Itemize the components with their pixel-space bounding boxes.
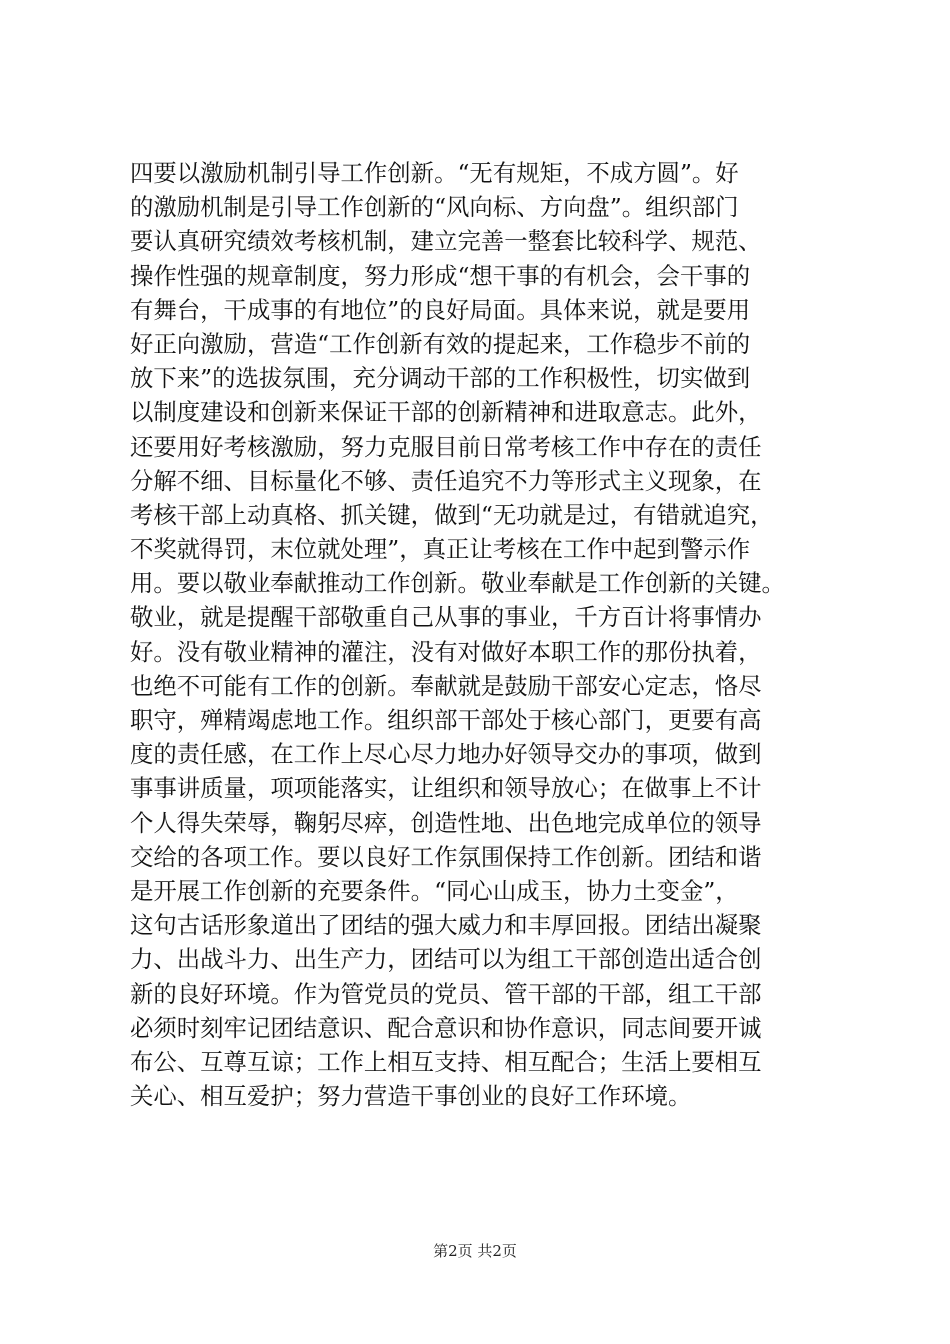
text-line: 好。没有敬业精神的灌注，没有对做好本职工作的那份执着， — [130, 637, 762, 666]
text-line: 不奖就得罚，末位就处理”，真正让考核在工作中起到警示作 — [130, 535, 751, 564]
text-line: 布公、互尊互谅；工作上相互支持、相互配合；生活上要相互 — [130, 1047, 762, 1076]
text-line: 新的良好环境。作为管党员的党员、管干部的干部，组工干部 — [130, 979, 762, 1008]
text-line: 敬业，就是提醒干部敬重自己从事的事业，千方百计将事情办 — [130, 603, 762, 632]
text-line: 必须时刻牢记团结意识、配合意识和协作意识，同志间要开诚 — [130, 1013, 762, 1042]
text-line: 关心、相互爱护；努力营造干事创业的良好工作环境。 — [130, 1082, 692, 1111]
text-line: 的激励机制是引导工作创新的“风向标、方向盘”。组织部门 — [130, 193, 739, 222]
text-line: 事事讲质量，项项能落实，让组织和领导放心；在做事上不计 — [130, 774, 762, 803]
text-line: 职守，殚精竭虑地工作。组织部干部处于核心部门，更要有高 — [130, 706, 762, 734]
text-line: 有舞台，干成事的有地位”的良好局面。具体来说，就是要用 — [130, 295, 751, 324]
text-line: 要认真研究绩效考核机制，建立完善一整套比较科学、规范、 — [130, 227, 762, 256]
text-line: 四要以激励机制引导工作创新。“无有规矩，不成方圆”。好 — [130, 159, 739, 187]
text-line: 考核干部上动真格、抓关键，做到“无功就是过，有错就追究， — [130, 500, 774, 529]
text-line: 好正向激励，营造“工作创新有效的提起来，工作稳步不前的 — [130, 329, 751, 358]
text-line: 放下来”的选拔氛围，充分调动干部的工作积极性，切实做到 — [130, 364, 751, 393]
body-text — [130, 156, 830, 1113]
text-line: 以制度建设和创新来保证干部的创新精神和进取意志。此外， — [130, 398, 762, 427]
text-line: 还要用好考核激励，努力克服目前日常考核工作中存在的责任 — [130, 432, 762, 461]
text-line: 个人得失荣辱，鞠躬尽瘁，创造性地、出色地完成单位的领导 — [130, 808, 762, 837]
text-line: 这句古话形象道出了团结的强大威力和丰厚回报。团结出凝聚 — [130, 911, 762, 940]
text-line: 度的责任感，在工作上尽心尽力地办好领导交办的事项，做到 — [130, 740, 762, 769]
text-line: 用。要以敬业奉献推动工作创新。敬业奉献是工作创新的关键。 — [130, 569, 785, 598]
text-line: 分解不细、目标量化不够、责任追究不力等形式主义现象，在 — [130, 466, 762, 495]
text-line: 是开展工作创新的充要条件。“同心山成玉，协力土变金”， — [130, 876, 739, 905]
text-line: 交给的各项工作。要以良好工作氛围保持工作创新。团结和谐 — [130, 842, 762, 871]
text-line: 力、出战斗力、出生产力，团结可以为组工干部创造出适合创 — [130, 945, 762, 974]
page-footer: 第2页 共2页 — [433, 1242, 517, 1260]
text-line: 操作性强的规章制度，努力形成“想干事的有机会，会干事的 — [130, 261, 751, 290]
text-line: 也绝不可能有工作的创新。奉献就是鼓励干部安心定志，恪尽 — [130, 671, 762, 700]
